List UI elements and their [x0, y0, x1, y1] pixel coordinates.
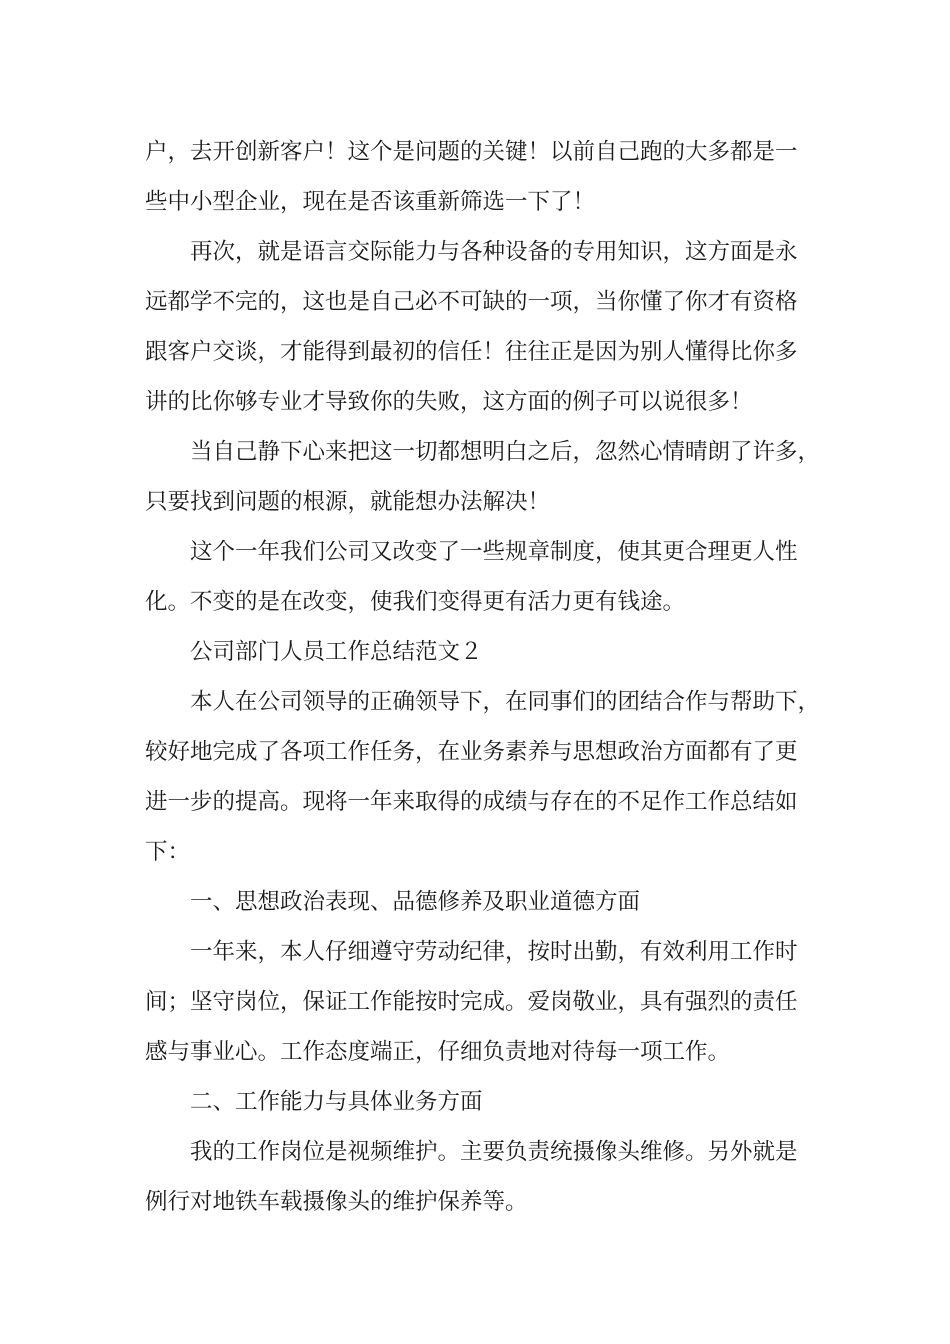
paragraph-continuation	[145, 127, 835, 227]
heading-work-ability	[145, 1077, 835, 1127]
text-line: 这个一年我们公司又改变了一些规章制度，使其更合理更人性	[190, 539, 798, 565]
text-line: 感与事业心。工作态度端正，仔细负责地对待每一项工作。	[145, 1039, 731, 1065]
text-line: 二、工作能力与具体业务方面	[190, 1089, 483, 1115]
text-line: 当自己静下心来把这一切都想明白之后，忽然心情晴朗了许多，	[190, 439, 821, 465]
text-line: 公司部门人员工作总结范文２	[190, 639, 483, 665]
text-line: 下：	[145, 839, 191, 865]
text-line: 例行对地铁车载摄像头的维护保养等。	[145, 1189, 528, 1215]
paragraph-company-changes	[145, 527, 835, 627]
paragraph-job-position	[145, 1127, 835, 1227]
text-line: 本人在公司领导的正确领导下，在同事们的团结合作与帮助下，	[190, 689, 821, 715]
text-line: 跟客户交谈，才能得到最初的信任！往往正是因为别人懂得比你多	[145, 339, 798, 365]
text-line: 户，去开创新客户！这个是问题的关键！以前自己跑的大多都是一	[145, 139, 798, 165]
text-line: 讲的比你够专业才导致你的失败，这方面的例子可以说很多！	[145, 389, 753, 415]
paragraph-language-skills	[145, 227, 835, 427]
text-line: 一、思想政治表现、品德修养及职业道德方面	[190, 889, 641, 915]
text-line: 间；坚守岗位，保证工作能按时完成。爱岗敬业，具有强烈的责任	[145, 989, 798, 1015]
text-line: 只要找到问题的根源，就能想办法解决！	[145, 489, 551, 515]
paragraph-reflection	[145, 427, 835, 527]
text-line: 些中小型企业，现在是否该重新筛选一下了！	[145, 189, 596, 215]
paragraph-discipline	[145, 927, 835, 1077]
section-title	[145, 627, 835, 677]
text-line: 我的工作岗位是视频维护。主要负责统摄像头维修。另外就是	[190, 1139, 798, 1165]
text-line: 一年来，本人仔细遵守劳动纪律，按时出勤，有效利用工作时	[190, 939, 798, 965]
text-line: 再次，就是语言交际能力与各种设备的专用知识，这方面是永	[190, 239, 798, 265]
document-body	[145, 127, 835, 1227]
text-line: 较好地完成了各项工作任务，在业务素养与思想政治方面都有了更	[145, 739, 798, 765]
paragraph-introduction	[145, 677, 835, 877]
text-line: 远都学不完的，这也是自己必不可缺的一项，当你懂了你才有资格	[145, 289, 798, 315]
text-line: 进一步的提高。现将一年来取得的成绩与存在的不足作工作总结如	[145, 789, 798, 815]
text-line: 化。不变的是在改变，使我们变得更有活力更有钱途。	[145, 589, 686, 615]
heading-political-performance	[145, 877, 835, 927]
